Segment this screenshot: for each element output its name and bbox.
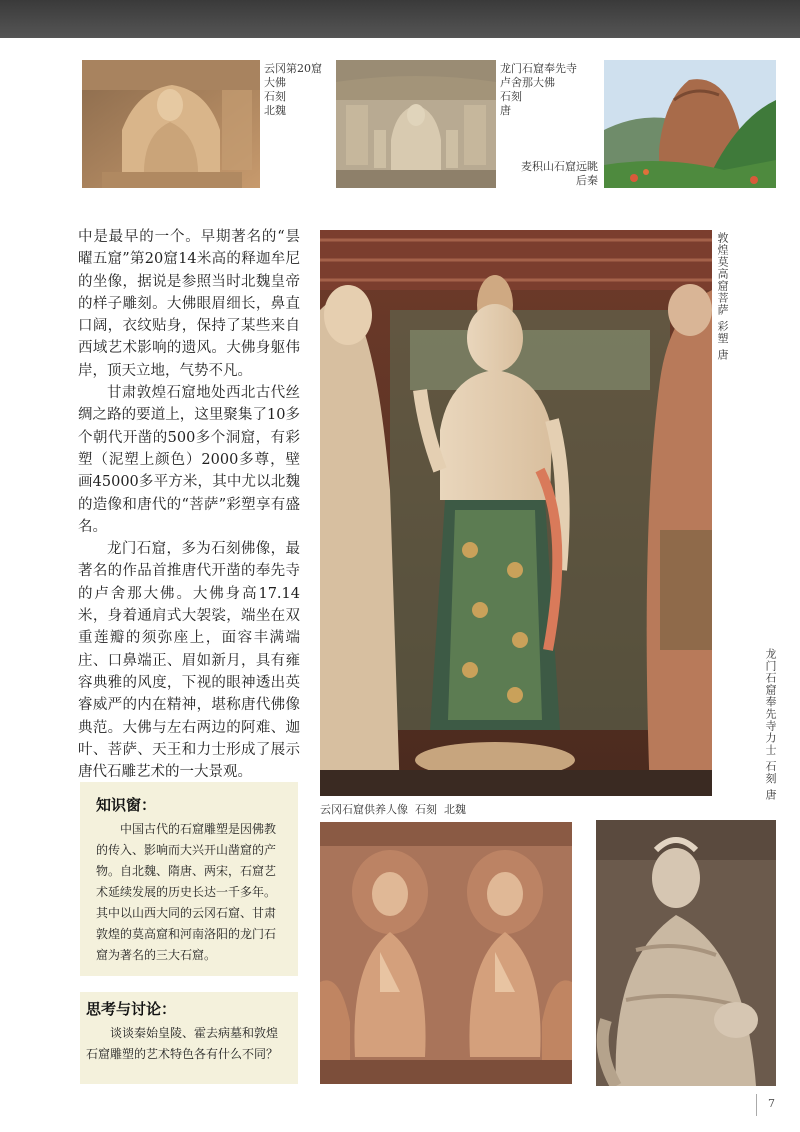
knowledge-box <box>80 782 298 976</box>
photo-dunhuang-bodhisattva <box>320 230 712 796</box>
caption-era: 北魏 <box>264 104 286 117</box>
photo-yungang-buddha <box>82 60 260 188</box>
caption-yungang-donors: 云冈石窟供养人像 石刻 北魏 <box>320 803 466 816</box>
caption-dunhuang-bodhisattva: 敦煌莫高窟菩萨 彩塑 唐 <box>716 232 729 361</box>
paragraph-dunhuang: 甘肃敦煌石窟地处西北古代丝绸之路的要道上，这里聚集了10多个朝代开凿的500多个洞窟，有彩塑（泥塑上颜色）2000多尊，壁画45000多平方米，其中尤以北魏的造像和唐代的“菩萨”彩塑享有盛名。 <box>78 385 300 535</box>
caption-line: 龙门石窟奉先寺 <box>500 62 577 75</box>
caption-yungang-buddha <box>264 62 334 118</box>
photo-longmen-vairocana <box>336 60 496 188</box>
caption-longmen-vairocana <box>500 62 600 118</box>
photo-yungang-donors <box>320 822 572 1084</box>
knowledge-text: 中国古代的石窟雕塑是因佛教的传入、影响而大兴开山凿窟的产物。自北魏、隋唐、两宋，石窟艺术延续发展的历史长达一千多年。其中以山西大同的云冈石窟、甘肃敦煌的莫高窟和河南洛阳的龙门石窟为著名的三大石窟。 <box>96 822 277 962</box>
article-body <box>78 226 300 783</box>
knowledge-title: 知识窗： <box>96 796 157 814</box>
top-dark-band <box>0 0 800 38</box>
discussion-box <box>80 992 298 1084</box>
caption-line: 石刻 <box>264 90 286 103</box>
caption-line: 卢舍那大佛 <box>500 76 555 89</box>
caption-era: 后秦 <box>576 174 598 187</box>
caption-longmen-lishi: 龙门石窟奉先寺力士 石刻 唐 <box>764 648 777 801</box>
photo-longmen-lishi <box>596 820 776 1086</box>
paragraph-yungang: 中是最早的一个。早期著名的“昙曜五窟”第20窟14米高的释迦牟尼的坐像，据说是参照当时北魏皇帝的样子雕刻。大佛眼眉细长，鼻直口阔，衣纹贴身，保持了某些来自西域艺术影响的遗风。大佛身躯伟岸，顶天立地，气势不凡。 <box>78 229 300 379</box>
caption-line: 大佛 <box>264 76 286 89</box>
page-number: 7 <box>768 1097 775 1110</box>
discussion-title: 思考与讨论： <box>86 1000 177 1018</box>
caption-line: 麦积山石窟远眺 <box>521 160 598 173</box>
caption-era: 唐 <box>500 104 511 117</box>
discussion-text: 谈谈秦始皇陵、霍去病墓和敦煌石窟雕塑的艺术特色各有什么不同？ <box>86 1026 279 1061</box>
caption-maijishan <box>508 160 598 188</box>
photo-maijishan <box>604 60 776 188</box>
caption-line: 石刻 <box>500 90 522 103</box>
caption-line: 云冈第20窟 <box>264 62 322 75</box>
page-number-divider <box>756 1094 757 1116</box>
paragraph-longmen: 龙门石窟，多为石刻佛像，最著名的作品首推唐代开凿的奉先寺的卢舍那大佛。大佛身高17.14米，身着通肩式大袈裟，端坐在双重莲瓣的须弥座上，面容丰满端庄、口鼻端正、眉如新月，具有雍容典雅的风度，下视的眼神透出英睿威严的内在精神，堪称唐代佛像典范。大佛与左右两边的阿难、迦叶、菩萨、天王和力士形成了展示唐代石雕艺术的一大景观。 <box>78 541 300 781</box>
